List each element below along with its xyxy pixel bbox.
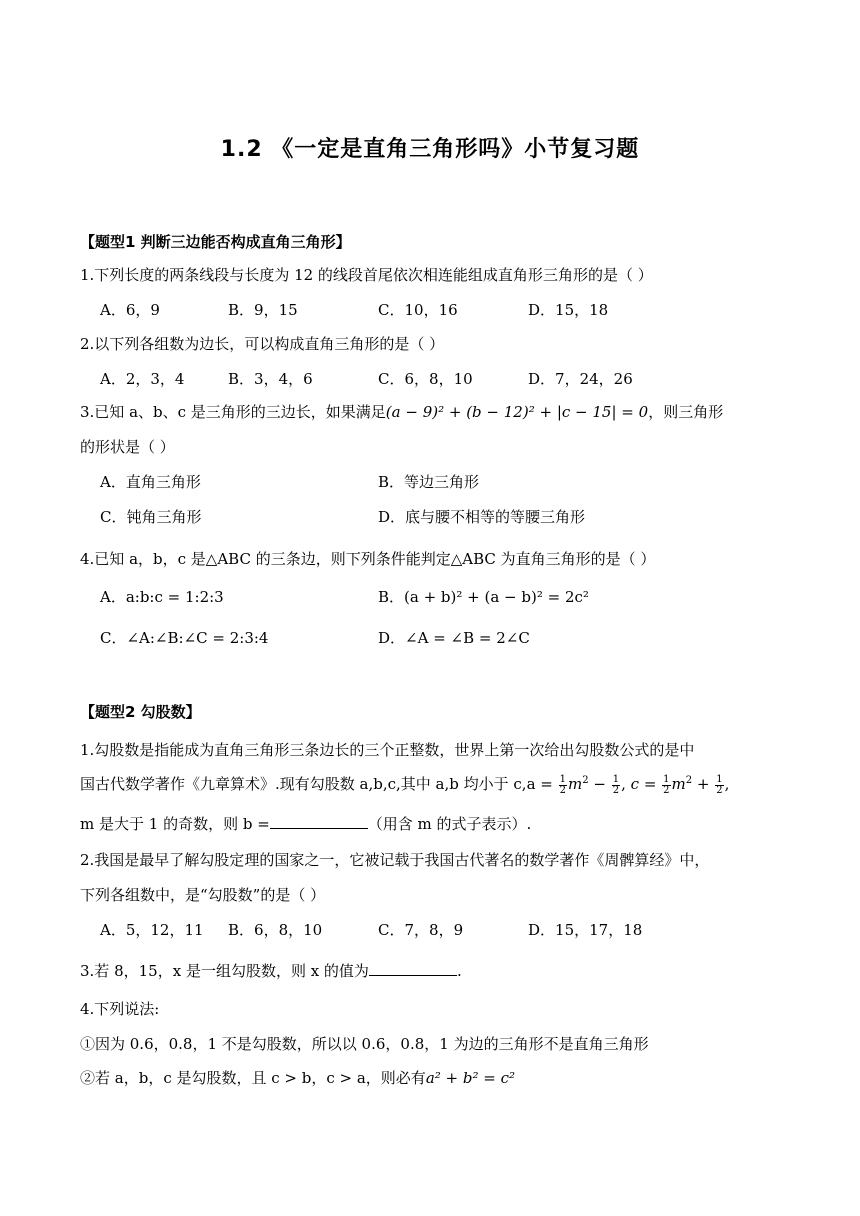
- option-c: C．7，8，9: [378, 921, 464, 939]
- option-a: A．5，12，11: [100, 921, 204, 939]
- option-c: C．6，8，10: [378, 370, 473, 388]
- question-text: （用含 m 的式子表示）.: [367, 815, 532, 833]
- question-1-3-cont: 的形状是（ ）: [80, 438, 175, 456]
- option-d: D．7，24，26: [528, 370, 633, 388]
- question-text: m 是大于 1 的奇数，则 b =: [80, 815, 270, 833]
- question-2-2-cont: 下列各组数中，是“勾股数”的是（ ）: [80, 886, 326, 904]
- question-1-4: 4.已知 a，b，c 是△ABC 的三条边，则下列条件能判定△ABC 为直角三角形的是（ ）: [80, 550, 656, 568]
- section-heading-2: 【题型2 勾股数】: [80, 703, 201, 721]
- question-text: 3.已知 a、b、c 是三角形的三边长，如果满足: [80, 403, 386, 421]
- question-2-4: 4.下列说法:: [80, 1000, 160, 1018]
- page-title: 1.2 《一定是直角三角形吗》小节复习题: [220, 137, 640, 162]
- question-2-1-cont2: [80, 813, 531, 834]
- option-c: C．∠A:∠B:∠C = 2:3:4: [100, 629, 269, 647]
- equation: (a − 9)² + (b − 12)² + |c − 15| = 0: [385, 403, 649, 421]
- question-1-3: [80, 401, 723, 422]
- statement-text: ②若 a，b，c 是勾股数，且 c > b，c > a，则必有: [80, 1069, 426, 1087]
- option-b: B．等边三角形: [378, 473, 480, 491]
- statement-1: ①因为 0.6，0.8，1 不是勾股数，所以以 0.6，0.8，1 为边的三角形不是直角三角形: [80, 1035, 649, 1053]
- option-d: D．底与腰不相等的等腰三角形: [378, 508, 586, 526]
- option-a: A．2，3，4: [100, 370, 185, 388]
- option-c: C．10，16: [378, 301, 458, 319]
- question-1-2: 2.以下列各组数为边长，可以构成直角三角形的是（ ）: [80, 335, 445, 353]
- option-b: B．9，15: [228, 301, 298, 319]
- answer-blank[interactable]: [270, 814, 368, 829]
- section-heading-1: 【题型1 判断三边能否构成直角三角形】: [80, 233, 351, 251]
- question-2-1-cont: 国古代数学著作《九章算术》.现有勾股数 a,b,c,其中 a,b 均小于 c,a = $\frac{1}{2}$ $m^2$ − $\frac{1}{2}$ , c = $\frac{1}{2}$ $m^2$ + $\frac{1}{2}$ ,: [80, 773, 730, 796]
- fraction: $\frac{1}{2}$: [612, 773, 620, 796]
- option-c: C．钝角三角形: [100, 508, 202, 526]
- equation: a² + b² = c²: [425, 1069, 516, 1087]
- fraction: $\frac{1}{2}$: [559, 773, 567, 796]
- answer-blank[interactable]: [369, 961, 457, 976]
- option-a: A．直角三角形: [100, 473, 201, 491]
- question-1-1: 1.下列长度的两条线段与长度为 12 的线段首尾依次相连能组成直角形三角形的是（ ）: [80, 266, 653, 284]
- option-b: B．(a + b)² + (a − b)² = 2c²: [378, 588, 589, 606]
- question-text: 国古代数学著作《九章算术》.现有勾股数 a,b,c,其中 a,b 均小于 c,a =: [80, 775, 553, 793]
- option-d: D．15，18: [528, 301, 609, 319]
- option-d: D．15，17，18: [528, 921, 643, 939]
- statement-2: [80, 1067, 515, 1088]
- option-a: A．a:b:c = 1:2:3: [100, 588, 224, 606]
- question-text: .: [456, 962, 462, 980]
- fraction: $\frac{1}{2}$: [663, 773, 670, 796]
- question-2-3: [80, 960, 462, 981]
- fraction: $\frac{1}{2}$: [716, 773, 723, 796]
- question-text: 3.若 8，15，x 是一组勾股数，则 x 的值为: [80, 962, 369, 980]
- option-b: B．3，4，6: [228, 370, 313, 388]
- question-2-1: 1.勾股数是指能成为直角三角形三条边长的三个正整数，世界上第一次给出勾股数公式的是中: [80, 741, 695, 759]
- option-a: A．6，9: [100, 301, 160, 319]
- option-b: B．6，8，10: [228, 921, 323, 939]
- question-text: ，则三角形: [648, 403, 724, 421]
- option-d: D．∠A = ∠B = 2∠C: [378, 629, 530, 647]
- question-2-2: 2.我国是最早了解勾股定理的国家之一，它被记载于我国古代著名的数学著作《周髀算经》中，: [80, 851, 710, 869]
